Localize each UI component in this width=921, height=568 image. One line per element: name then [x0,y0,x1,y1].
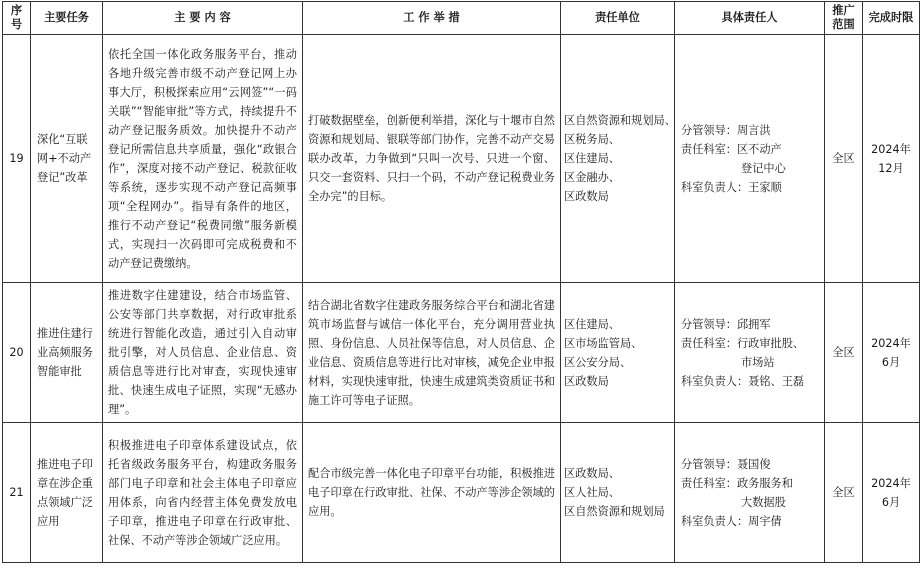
header-deadline: 完成时限 [863,2,920,35]
person-dept: 责任科室：政务服务和 [681,476,793,490]
row-number: 19 [3,35,31,283]
responsible-person [675,35,825,283]
person-leader: 分管领导：邱拥军 [681,317,771,331]
unit-line: 区政数局 [564,190,609,203]
task-name: 推进电子印章在涉企重点领域广泛应用 [31,423,103,563]
person-dept: 责任科室：区不动产 [681,142,782,156]
table-row [3,35,920,283]
header-measures: 工 作 举 措 [303,2,561,35]
task-name: 深化“互联网+不动产登记”改革 [31,35,103,283]
unit-line: 区公安分局、 [564,355,632,369]
scope: 全区 [825,283,863,423]
unit-line: 区住建局、 [564,152,620,165]
scope: 全区 [825,423,863,563]
task-measures: 配合市级完善一体化电子印章平台功能，积极推进电子印章在行政审批、社保、不动产等涉企领域的应用。 [303,423,561,563]
row-number: 20 [3,283,31,423]
task-name: 推进住建行业高频服务智能审批 [31,283,103,423]
deadline-year: 2024年 [871,142,911,156]
person-dept-cont: 市场站 [741,355,775,369]
scope: 全区 [825,35,863,283]
deadline [863,283,920,423]
header-content: 主 要 内 容 [103,2,303,35]
unit-line: 区自然资源和规划局 [564,505,665,518]
person-head: 科室负责人：聂铭、王磊 [681,374,805,388]
unit-line: 区住建局、 [564,317,620,331]
responsible-person [675,283,825,423]
table-row [3,283,920,423]
header-scope: 推广范围 [825,2,863,35]
unit-line: 区政数局、 [564,467,620,480]
task-measures: 结合湖北省数字住建政务服务综合平台和湖北省建筑市场监督与诚信一体化平台，充分调用营业执照、身份信息、人员社保等信息，对人员信息、企业信息、资质信息等进行比对审核，减免企业申报材料，实现快速审批，快速生成建筑类资质证书和施工许可等电子证照。 [303,283,561,423]
deadline [863,35,920,283]
task-content: 积极推进电子印章体系建设试点，依托省级政务服务平台，构建政务服务部门电子印章和社会主体电子印章应用体系，向省内经营主体免费发放电子印章，推进电子印章在行政审批、社保、不动产等涉企领域广泛应用。 [103,423,303,563]
unit-line: 区人社局、 [564,486,620,499]
row-number: 21 [3,423,31,563]
person-leader: 分管领导：聂国俊 [681,457,771,471]
header-person: 具体责任人 [675,2,825,35]
deadline [863,423,920,563]
deadline-month: 6月 [881,355,901,369]
unit-line: 区政数局 [564,374,609,388]
unit-line: 区市场监管局、 [564,336,643,350]
header-row [3,2,920,35]
table-row [3,423,920,563]
person-dept-cont: 大数据股 [741,495,786,509]
deadline-month: 12月 [878,161,904,175]
header-no: 序号 [3,2,31,35]
responsible-units [561,35,675,283]
responsible-units [561,423,675,563]
task-content: 推进数字住建建设，结合市场监管、公安等部门共享数据，对行政审批系统进行智能化改造，通过引入自动审批引擎，对人员信息、企业信息、资质信息等进行比对审查，实现快速审批、快速生成电子证照，实现“无感办理”。 [103,283,303,423]
unit-line: 区金融办、 [564,171,620,184]
person-head: 科室负责人：王家顺 [681,180,782,194]
responsible-person [675,423,825,563]
responsible-units [561,283,675,423]
unit-line: 区税务局、 [564,133,620,146]
task-measures: 打破数据壁垒，创新便利举措，深化与十堰市自然资源和规划局、银联等部门协作，完善不动产交易联办改革，力争做到“只叫一次号、只进一个窗、只交一套资料、只扫一个码，不动产登记税费业务全办完”的目标。 [303,35,561,283]
person-head: 科室负责人：周宇倩 [681,514,782,528]
deadline-month: 6月 [881,495,901,509]
task-table [2,1,920,563]
task-content: 依托全国一体化政务服务平台，推动各地升级完善市级不动产登记网上办事大厅，积极探索应用“云网签”“一码关联”“智能审批”等方式，持续提升不动产登记服务质效。加快提升不动产登记所需信息共享质量，强化“政银合作”，深度对接不动产登记、税款征收等系统，逐步实现不动产登记高频事项“全程网办”。指导有条件的地区，推行不动产登记“税费同缴”服务新模式，实现扫一次码即可完成税费和不动产登记费缴纳。 [103,35,303,283]
person-leader: 分管领导：周言洪 [681,123,771,137]
person-dept: 责任科室：行政审批股、 [681,336,805,350]
deadline-year: 2024年 [871,336,911,350]
unit-line: 区自然资源和规划局、 [564,114,676,127]
deadline-year: 2024年 [871,476,911,490]
header-task: 主要任务 [31,2,103,35]
header-units: 责任单位 [561,2,675,35]
person-dept-cont: 登记中心 [741,161,786,175]
